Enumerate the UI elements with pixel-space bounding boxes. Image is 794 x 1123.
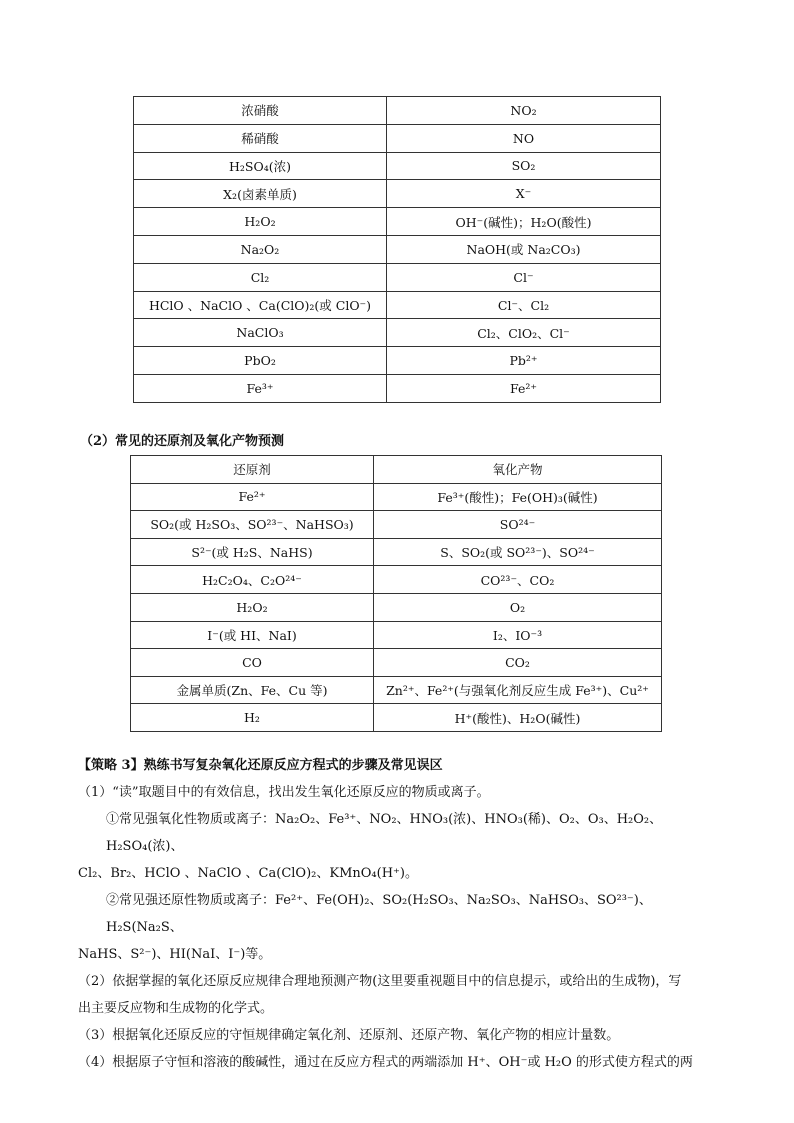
table-row [134, 97, 661, 125]
table-cell: Pb²⁺ [387, 347, 661, 375]
table-cell: H₂O₂ [131, 593, 374, 621]
table-header-row [131, 456, 662, 484]
table-cell: Cl⁻、Cl₂ [387, 291, 661, 319]
table-row [134, 180, 661, 208]
section-heading: （2）常见的还原剂及氧化产物预测 [80, 434, 285, 449]
table-cell: SO₂ [387, 152, 661, 180]
table-row [134, 319, 661, 347]
table-cell: Fe²⁺ [131, 483, 374, 511]
table-cell: CO₂ [374, 649, 662, 677]
table-row [131, 704, 662, 732]
table-cell: X₂(卤素单质) [134, 180, 387, 208]
paragraph: （4）根据原子守恒和溶液的酸碱性，通过在反应方程式的两端添加 H⁺、OH⁻或 H₂O 的形式使方程式的两 [78, 1055, 693, 1070]
table-cell: Cl₂ [134, 263, 387, 291]
table-row [134, 374, 661, 402]
table-row [134, 152, 661, 180]
table-cell: O₂ [374, 593, 662, 621]
table-row [131, 483, 662, 511]
table-cell: NaClO₃ [134, 319, 387, 347]
table-cell: NO [387, 124, 661, 152]
paragraph: Cl₂、Br₂、HClO 、NaClO 、Ca(ClO)₂、KMnO₄(H⁺)。 [78, 866, 418, 881]
paragraph: 出主要反应物和生成物的化学式。 [78, 1001, 274, 1016]
column-header: 氧化产物 [374, 456, 662, 484]
table-cell: Na₂O₂ [134, 235, 387, 263]
paragraph: ①常见强氧化性物质或离子：Na₂O₂、Fe³⁺、NO₂、HNO₃(浓)、HNO₃(稀)、O₂、O₃、H₂O₂、H₂SO₄(浓)、 [106, 812, 663, 854]
table-cell: CO [131, 649, 374, 677]
table-cell: Fe³⁺(酸性)；Fe(OH)₃(碱性) [374, 483, 662, 511]
paragraph: （3）根据氧化还原反应的守恒规律确定氧化剂、还原剂、还原产物、氧化产物的相应计量数。 [78, 1028, 620, 1043]
table-row [134, 347, 661, 375]
table-cell: Zn²⁺、Fe²⁺(与强氧化剂反应生成 Fe³⁺)、Cu²⁺ [374, 676, 662, 704]
table-row [131, 621, 662, 649]
table-cell: Fe³⁺ [134, 374, 387, 402]
table-row [131, 676, 662, 704]
table-cell: NO₂ [387, 97, 661, 125]
table-row [134, 124, 661, 152]
table-cell: H₂SO₄(浓) [134, 152, 387, 180]
table-cell: Cl₂、ClO₂、Cl⁻ [387, 319, 661, 347]
table-cell: Cl⁻ [387, 263, 661, 291]
table-cell: H₂C₂O₄、C₂O²⁴⁻ [131, 566, 374, 594]
table-row [131, 511, 662, 539]
table-cell: Fe²⁺ [387, 374, 661, 402]
table-cell: 稀硝酸 [134, 124, 387, 152]
table-cell: 金属单质(Zn、Fe、Cu 等) [131, 676, 374, 704]
reducer-table [130, 455, 662, 732]
table-cell: NaOH(或 Na₂CO₃) [387, 235, 661, 263]
table-row [131, 566, 662, 594]
table-cell: HClO 、NaClO 、Ca(ClO)₂(或 ClO⁻) [134, 291, 387, 319]
table-row [134, 291, 661, 319]
paragraph: （1）“读”取题目中的有效信息，找出发生氧化还原反应的物质或离子。 [78, 785, 490, 800]
table-cell: S²⁻(或 H₂S、NaHS) [131, 538, 374, 566]
table-row [134, 263, 661, 291]
paragraph: ②常见强还原性物质或离子：Fe²⁺、Fe(OH)₂、SO₂(H₂SO₃、Na₂SO₃、NaHSO₃、SO²³⁻)、H₂S(Na₂S、 [106, 893, 652, 935]
strategy-section [78, 752, 726, 1076]
table-row [134, 208, 661, 236]
table-cell: I₂、IO⁻³ [374, 621, 662, 649]
table-cell: H₂ [131, 704, 374, 732]
strategy-title: 【策略 3】熟练书写复杂氧化还原反应方程式的步骤及常见误区 [78, 758, 443, 773]
column-header: 还原剂 [131, 456, 374, 484]
table-cell: SO²⁴⁻ [374, 511, 662, 539]
table-row [131, 593, 662, 621]
table-cell: H⁺(酸性)、H₂O(碱性) [374, 704, 662, 732]
table-row [131, 538, 662, 566]
table-cell: OH⁻(碱性)；H₂O(酸性) [387, 208, 661, 236]
table-cell: PbO₂ [134, 347, 387, 375]
paragraph: （2）依据掌握的氧化还原反应规律合理地预测产物(这里要重视题目中的信息提示，或给出的生成物)，写 [78, 974, 682, 989]
table-row [134, 235, 661, 263]
paragraph: NaHS、S²⁻)、HI(NaI、I⁻)等。 [78, 947, 272, 962]
table-cell: 浓硝酸 [134, 97, 387, 125]
table-cell: S、SO₂(或 SO²³⁻)、SO²⁴⁻ [374, 538, 662, 566]
table-cell: X⁻ [387, 180, 661, 208]
table-cell: SO₂(或 H₂SO₃、SO²³⁻、NaHSO₃) [131, 511, 374, 539]
oxidizer-table [133, 96, 661, 403]
table-cell: H₂O₂ [134, 208, 387, 236]
table-cell: CO²³⁻、CO₂ [374, 566, 662, 594]
table-row [131, 649, 662, 677]
table-cell: I⁻(或 HI、NaI) [131, 621, 374, 649]
